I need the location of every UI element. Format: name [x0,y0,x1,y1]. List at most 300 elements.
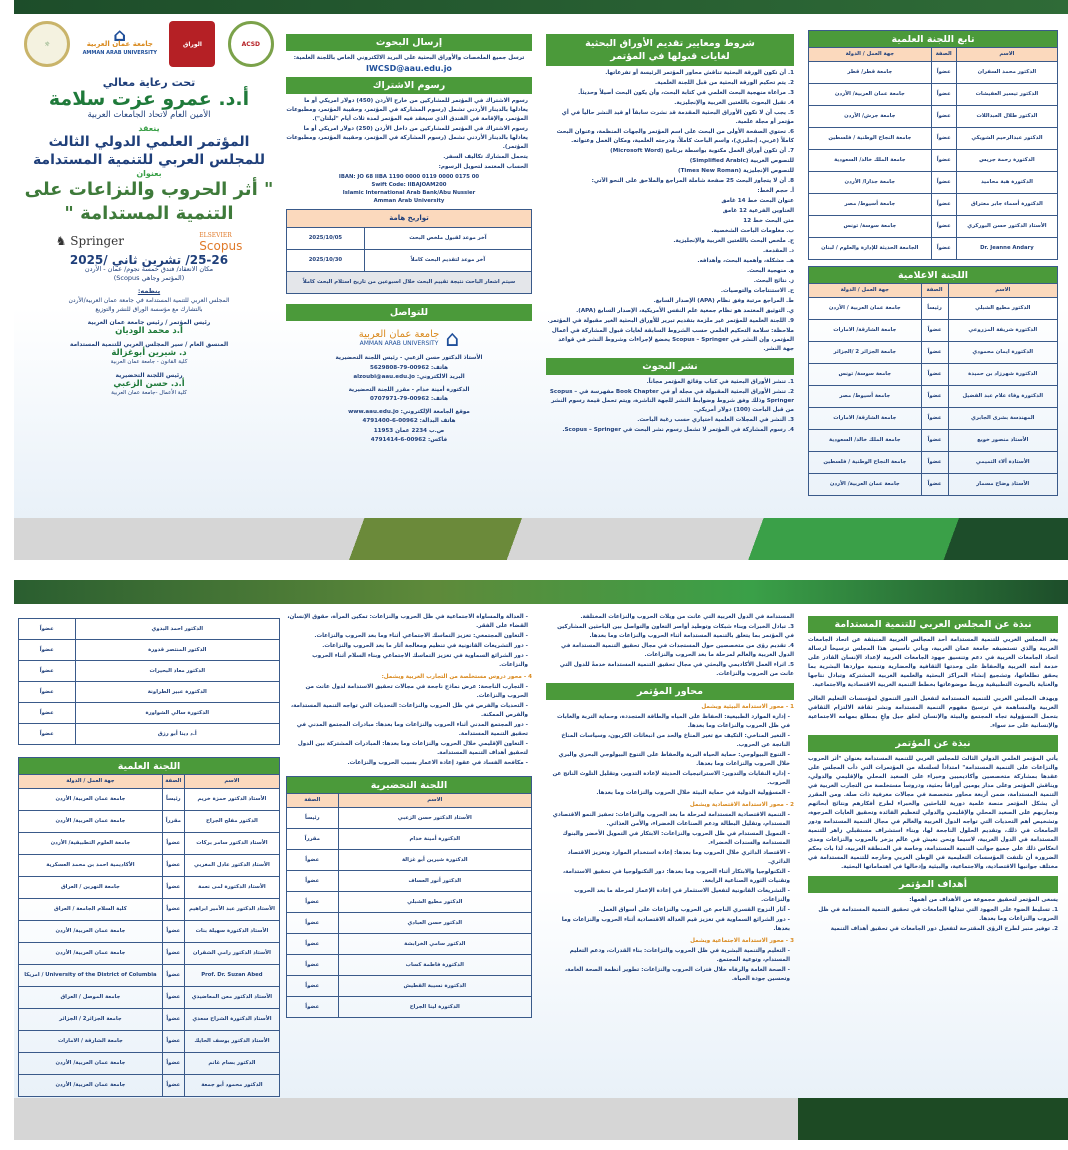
table-cell: جامعة أسيوط/ مصر [809,194,932,216]
account-name: Amman Arab University [373,198,445,204]
table-row [19,1009,280,1031]
table-row [809,364,1058,386]
table-cell: عضواً [921,364,948,386]
table-cell: جامعة أسيوط/ مصر [809,386,922,408]
list-item: 1. تنشر الأوراق البحثية في كتاب وقائع المؤتمر مجاناً. [646,379,794,385]
contact-fax: فاكس: 00962-6-4791414 [370,437,448,443]
table-cell: عضواً [921,452,948,474]
table-cell: عضواً [162,987,184,1009]
criteria-header-line2: لغايات قبولها في المؤتمر [610,51,730,62]
table-cell: عضواً [162,1075,184,1097]
scientific-committee-panel [18,618,280,1098]
list-item: - التعليم والتنمية البشرية في ظل الحروب والنزاعات: بناء القدرات، ودعم التعليم المستدام، وتوعية المجتمع. [569,948,790,963]
table-cell: جامعة عمان العربية / الأردن [809,298,922,320]
about-council-text: يعد المجلس العربي للتنمية المستدامة أحد المجالس العربية المنبثقة عن اتحاد الجامعات العربية والذي تستضيفه جامعة عمان العربية، ويأتي تأسيس هذا المجلس ترسيخاً لرسالة اتحاد الجامعات العربية في دعم وتنسيق جهود الجامعات العربية لإعداد الإنسان القادر على خدمة أمته العربية والحفاظ على وحدتها الثقافية والحضارية وتنمية مواردها البشرية بما يحقق تطلعاتها، وتشجيع إنشاء المراكز البحثية والعلمية العربية المشتركة وتبادل نتاجها والعناية بالبحوث التطبيقية وربط موضوعاتها بخطط التنمية العربية الاقتصادية والاجتماعية. [808,637,1058,688]
fee-item: رسوم الاشتراك في المؤتمر للمشاركين من داخل الأردن (250) دولار امريكي أو ما يعادلها بالدينار الأردني تشمل (رسوم المشاركة في المؤتمر، وحقيبة المؤتمر، ومطبوعات المؤتمر). [286,126,528,150]
list-item: - آثار النزوح القسري الناجم عن الحروب والنزاعات على أسواق العمل. [598,907,790,913]
table-cell: عضواً [921,430,948,452]
table-row [19,965,280,987]
table-cell: الدكتورة عبير الطراونة [75,682,279,703]
table-cell: الأستاذ الدكتور معن المعاضيدي [184,987,279,1009]
table-cell: رئيساً [287,808,339,829]
table-row [809,62,1058,84]
prep-chair-name: أ.د. حسن الزعبي [113,379,185,389]
list-item: ز. نتائج البحث. [753,278,794,284]
table-cell: الدكتورة لينا الجراح [338,997,531,1018]
table-cell: جامعة العلوم التطبيقية/ الأردن [19,833,163,855]
submission-text: ترسل جميع الملخصات والأوراق البحثية على البريد الالكتروني الخاص باللجنة العلمية: [293,55,525,61]
table-title: تابع اللجنة العلمية [809,31,1058,48]
scientific-committee-continued-table [808,30,1058,260]
table-row [19,682,280,703]
table-title-row [809,267,1058,284]
about-conference-header: نبذة عن المؤتمر [808,735,1058,752]
publishing-header: نشر البحوث [546,358,794,375]
contact-po-box: ص.ب 2234 عمان 11953 [373,427,445,434]
brochure-outer-side [14,0,1068,560]
list-item: - الاقتصاد الدائري خلال الحروب وما بعدها: إعادة استخدام الموارد وتعزيز الاقتصاد الدائري. [567,850,790,865]
table-row [809,474,1058,496]
table-header-row [809,48,1058,62]
table-cell: كلية السلام الجامعة / العراق [19,899,163,921]
table-cell: University of the District of Columbia / امريكا [19,965,163,987]
aau-name-ar: جامعة عمان العربية [358,329,440,340]
scopus-label: Scopus [199,239,243,253]
table-title-row [287,777,532,794]
table-cell: الدكتورة أسماء جابر معتراق [956,194,1057,216]
aau-emblem-icon: ⌂ [445,326,460,352]
submission-email[interactable]: IWCSD@aau.edu.jo [366,64,452,73]
axis1-items [546,713,794,798]
table-cell: جامعة عمان العربية/ الأردن [19,811,163,833]
date-label: آخر موعد لتقديم البحث كاملاً [364,250,531,272]
contact-line: الدكتورة أمينة خدام - مقرر اللجنة التحضيرية [348,386,470,393]
list-item: - التنمية الاقتصادية المستدامة لمرحلة ما بعد الحروب والنزاعات: تحفيز النمو الاقتصادي المستدام، وتقليل البطالة ودعم الصناعات الخضراء، والأمن الغذائي. [552,812,790,827]
venue: مكان الانعقاد/ فندق خمسة نجوم/ عمان - الأردن [84,265,214,273]
table-cell: الدكتور حسن العبادي [338,913,531,934]
table-cell: عضواً [931,128,956,150]
table-row [287,850,532,871]
table-cell: جامعة عمان العربية/ الأردن [19,943,163,965]
warraq-label: الوراق [182,40,202,48]
list-item: 4. تقديم رؤى من متخصصين حول المستجدات في مجال تحقيق التنمية المستدامة في الدول العربية والعالم لمرحلة ما بعد الحروب والنزاعات. [561,643,794,658]
list-item: 7. أن تكون أوراق العمل مكتوبة بواسطة برنامج (Microsoft Word) [610,148,794,154]
table-cell: الأستاذ الدكتور حمزة خريم [184,789,279,811]
scopus-logo [199,231,242,251]
list-item: 5. اثراء العمل الأكاديمي والبحثي في مجال تحقيق التنمية المستدامة خدمةً للدول التي عانت من الحروب والنزاعات. [559,662,794,677]
committees-panel [808,30,1058,530]
table-cell: الدكتورة سالي الشواورة [75,703,279,724]
column-header: جهة العمل / الدولة [809,48,932,62]
contact-website[interactable]: موقع الجامعة الإلكتروني: www.aau.edu.jo [348,408,470,415]
table-cell: الدكتورة شريفة المزروعي [948,320,1057,342]
table-row [19,811,280,833]
table-cell: الدكتورة نسيبة القطيش [338,976,531,997]
table-cell: عضواً [287,892,339,913]
table-cell: الدكتور مطيع الشبلي [948,298,1057,320]
table-row [809,386,1058,408]
list-item: للنصوص العربية (Simplified Arabic) [689,158,794,164]
table-cell: عضواً [162,943,184,965]
table-cell: مقرراً [162,811,184,833]
table-cell: عضواً [931,172,956,194]
table-cell: الأستاذ وضاح مسمار [948,474,1057,496]
list-item: - التعاون المجتمعي: تعزيز التماسك الاجتماعي أثناء وما بعد الحروب والنزاعات. [314,633,528,639]
list-item: - دور المجتمع المدني أثناء الحروب والنزاعات وما بعدها: مبادرات المجتمع المدني في تحقيق التنمية المستدامة. [296,722,528,737]
table-row [287,228,532,250]
table-cell: عضواً [162,1053,184,1075]
table-cell: الدكتور مفلح الجراح [184,811,279,833]
table-cell: عضواً [931,62,956,84]
media-committee-table [808,266,1058,496]
goals-header: أهداف المؤتمر [808,876,1058,893]
table-cell: جامعة الجزائر2 / الجزائر [19,1009,163,1031]
column-header: الصفة [162,775,184,789]
bottom-band [14,1098,1068,1140]
table-cell: الأستاذ الدكتور حسن البوركري [956,216,1057,238]
list-item: - التنوع البيولوجي: حماية الحياة البرية والحفاظ على التنوع البيولوجي البحري والبري خلال الحروب والنزاعات وما بعدها. [558,752,790,767]
table-cell: عضواً [162,833,184,855]
axes-header: محاور المؤتمر [546,683,794,700]
table-cell: عضواً [921,386,948,408]
conference-title-line2: التنمية المستدامة " [64,203,234,224]
table-row [809,408,1058,430]
table-cell: الدكتور أنور العساف [338,871,531,892]
table-cell: الدكتورة هبة محاميد [956,172,1057,194]
axis3-title: 3 - محور الاستدامة الاجتماعية ويشمل [690,938,794,944]
list-item: - التحديات والفرص في ظل الحروب والنزاعات: التحديات التي تواجه التنمية المستدامة، والفرص الممكنة. [291,703,528,718]
table-cell: عضواً [162,1009,184,1031]
list-item: و. منهجية البحث. [746,268,794,274]
column-header: الصفة [931,48,956,62]
table-cell: عضواً [287,976,339,997]
patron-title: الأمين العام لاتحاد الجامعات العربية [87,110,211,120]
table-cell: جامعة عمان العربية/ الأردن [19,1075,163,1097]
table-cell: عضواً [162,965,184,987]
table-cell: Prof. Dr. Suzan Abed [184,965,279,987]
list-item: - التكنولوجيا والابتكار أثناء الحروب وما بعدها: دور التكنولوجيا في تحقيق الاستدامة، وتقنيات الثورة الصناعية الرابعة. [563,869,790,884]
list-item: 1. أن تكون الورقة البحثية تناقش محاور المؤتمر الرئيسة أو تفرعاتها. [605,70,794,76]
iban: IBAN: JO 68 IIBA 1190 0000 0119 0000 0175 00 [338,174,480,180]
table-cell: جامعة جرش/ الأردن [809,106,932,128]
springer-horse-icon: ♞ [55,233,67,248]
table-row [809,342,1058,364]
list-item: ح. الاستنتاجات والتوصيات. [720,288,794,294]
patron-name: أ.د. عمرو عزت سلامة [48,88,250,110]
table-row [19,1053,280,1075]
column-header: الاسم [956,48,1057,62]
table-cell: عضواً [19,619,76,640]
table-row [809,452,1058,474]
conference-date: 25-26/ تشرين ثاني /2025 [69,253,229,267]
table-cell: جامعة قطر/ قطر [809,62,932,84]
about-council-goal: ويهدف المجلس العربي للتنمية المستدامة لتفعيل الدور التنموي لمؤسسات التعليم العالي العربية والمساهمة في ترسيخ مفهوم التنمية المستدامة ونشر ثقافة الالتزام الثقافي بتحمل المسؤولية تجاه المجتمع والبيئة والإنسان لخلق جيل واعٍ بمطلع بمهامه الاجتماعية والإنسانية على حد سواء. [808,696,1058,729]
table-cell: عضواً [921,474,948,496]
patronage-text: تحت رعاية معالي [102,76,196,89]
brochure-inner-side [14,580,1068,1140]
table-row [809,106,1058,128]
table-row [19,789,280,811]
table-cell: عضواً [19,703,76,724]
table-cell: عضواً [162,877,184,899]
table-row [809,320,1058,342]
table-title-row [19,758,280,775]
table-row [19,921,280,943]
axes-panel [546,612,794,1100]
table-cell: عضواً [162,899,184,921]
table-cell: الدكتور تيسير العفيشات [956,84,1057,106]
chair-name: أ.د محمد الوديان [115,326,183,336]
list-item: - دور الشرائع السماوية في تعزيز التماسك الاجتماعي وبناء السلام أثناء الحروب والنزاعات. [312,653,528,668]
swift-code: Swift Code: IIBAJOAM200 [371,182,447,188]
table-cell: عضواً [287,955,339,976]
list-item: ب. معلومات الباحث الشخصية. [711,228,794,234]
table-cell: الجامعة الحديثة للإدارة والعلوم / لبنان [809,238,932,260]
table-cell: الأستاذ الدكتورة الشراح سعدي [184,1009,279,1031]
list-item: - دور التشريعات القانونية في تنظيم ومعالجة آثار ما بعد الحروب والنزاعات. [322,643,528,649]
table-header-row [809,284,1058,298]
axis2-title: 2 - محور الاستدامة الاقتصادية ويشمل [689,802,794,808]
list-item: 2. يتم تحكيم الورقة البحثية من قبل اللجنة العلمية. [655,80,794,86]
prep-chair-title: رئيس اللجنة التحضيرية [115,372,183,379]
table-row [287,892,532,913]
aau-name-en: AMMAN ARAB UNIVERSITY [359,340,439,347]
table-cell: جامعة النجاح الوطنية / فلسطين [809,452,922,474]
coordinator-title: المنسق العام / سير المجلس العربي للتنمية المستدامة [69,341,229,348]
table-cell: عضواً [931,194,956,216]
criteria-header [546,34,794,66]
fee-item: يتحمل المشارك تكاليف السفر. [443,154,528,160]
table-row [809,128,1058,150]
axis3-items-cont [286,613,532,670]
table-header-row [287,794,532,808]
contact-header: للتواصل [286,304,532,321]
table-row [809,216,1058,238]
date-value: 2025/10/05 [287,228,365,250]
table-row [287,913,532,934]
table-cell: الدكتور معاذ البحيرات [75,661,279,682]
contact-phone: هاتف البدالة: 00962-6-4791400 [362,418,456,424]
list-item: 6. تحتوي الصفحة الأولى من البحث على اسم المؤتمر والجهات المنظمة، وعنوان البحث كاملاً (عربي، إنجليزي)، واسم الباحث كاملاً، ودرجته العلمية، ومكان العمل وعنوانه. [556,129,794,144]
table-row [19,724,280,745]
scientific-committee-extra-table [18,618,280,745]
table-title-row [809,31,1058,48]
preparatory-committee-table [286,776,532,1018]
table-cell: جامعة عمان العربية/ الأردن [809,474,922,496]
table-cell: الدكتور بسام غانم [184,1053,279,1075]
about-panel [808,612,1058,1100]
list-item: - التغير المناخي: التكيف مع تغير المناخ والحد من انبعاثات الكربون، وسياسات المناخ الناتجة عن الحروب. [561,733,790,748]
publishing-list [546,378,794,435]
table-cell: جامعة عمان العربية/ الأردن [19,921,163,943]
list-item: ملاحظة: سلامة التحكيم العلمي حسب الشروط السابقة لغايات قبول المشاركة في أعمال المؤتمر، وإن النشر في Scopus – Springer يخضع لإجراءات وشروط النشر في قواعد جهة النشر. [551,328,794,352]
scientific-committee-table [18,757,280,1097]
table-cell: الأستاذ الدكتور عبد الأمير ابراهيم [184,899,279,921]
goal-item: 1. تسليط الضوء على الجهود التي تبذلها الجامعات في تحقيق التنمية المستدامة في ظل الحروب والنزاعات وما بعدها. [818,907,1058,922]
table-row [809,84,1058,106]
list-item: - المسؤولية الدولية في حماية البيئة خلال الحروب والنزاعات وما بعدها. [596,790,790,796]
about-conference-text: يأتي المؤتمر العلمي الدولي الثالث للمجلس العربي للتنمية المستدامة بعنوان "أثر الحروب والنزاعات على التنمية المستدامة" امتداداً لسلسلة من المؤتمرات التي دأب المجلس على عقدها بمشاركة متخصصين وأكاديميين وخبراء على الصعيد المحلي والإقليمي والدولي، ويناقش المؤتمر وعلى مدار يومين أوراقاً بحثية، ودروساً مستخلصة من التجارب العربية في التنمية المستدامة، ضمن أربعة محاور متخصصة في مجالات معرفية ذات صلة. ومن المقرر أن يشكل المؤتمر منصة علمية دورية للباحثين والخبراء لطرح أفكارهم ونتائج أبحاثهم وتجاربهم على الصعيد المحلي والإقليمي والدولي لتعظيم الفائدة وتحقيق الغايات المرجوة، وتشخيص أهم التحديات التي تواجه الدول العربية والعالم في مجال التنمية المستدامة ودور الجامعات في ذلك، وتقديم الحلول الناجحة لها، وبناء استشراف مستقبلي زاهر للتنمية المستدامة في الدول العربية، لاسيما ونحن نعيش في عالم يزخر بالحروب والنزاعات ومدى انعكاس ذلك على جميع جوانب التنمية المستدامة، وخاصة في المنطقة العربية، لذا بات بحكم الضرورة أن تلتفت المؤسسات التعليمية في الوطن العربي وخارجه للتنمية المستدامة في مختلف جوانبها الاقتصادية، والاجتماعية، والبيئية وإدخالها في اهتماماتها البحثية. [808,756,1058,870]
column-header: الاسم [948,284,1057,298]
date-label: آخر موعد لقبول ملخص البحث [364,228,531,250]
table-cell: جامعة الموصل / العراق [19,987,163,1009]
table-title: اللجنة التحضيرية [287,777,532,794]
table-cell: الدكتور المنتصر قدورة [75,640,279,661]
dates-header: تواريخ هامة [287,210,532,228]
contact-line: الأستاذ الدكتور حسن الزعبي - رئيس اللجنة التحضيرية [335,355,483,361]
table-row [287,829,532,850]
list-item: - التجارب الناجحة: عرض نماذج ناجحة في مجالات تحقيق الاستدامة لدول عانت من الحروب والنزاعات. [305,684,528,699]
table-row [19,833,280,855]
list-item: 8. أن لا يتجاوز البحث 25 صفحة شاملة المراجع والملاحق على النحو الآتي: [591,178,794,184]
table-cell: عضواً [162,1031,184,1053]
table-cell: جامعة النجاح الوطنية / فلسطين [809,128,932,150]
table-row [287,871,532,892]
table-cell: عضواً [931,84,956,106]
table-cell: عضواً [931,106,956,128]
table-row [809,430,1058,452]
list-item: - العدالة والمساواة الاجتماعية في ظل الحروب والنزاعات: تمكين المرأة، حقوق الإنسان، القضاء على الفقر. [287,614,528,629]
scopus-note: (المؤتمر وجاهي Scopus) [113,274,185,282]
fee-item: رسوم الاشتراك في المؤتمر للمشاركين من خارج الأردن (450) دولار امريكي أو ما يعادلها بالدينار الأردني تشمل (رسوم المشاركة في المؤتمر، وحقيبة المؤتمر، ومطبوعات المؤتمر، والإقامة في الفندق الذي سيعقد فيه المؤتمر لمدة ثلاث أيام "ليلتان"). [286,98,528,122]
list-item: للنصوص الإنجليزية (Times New Roman) [678,168,794,174]
table-cell: جامعة الملك خالد/ السعودية [809,430,922,452]
list-item: - التمويل المستدام في ظل الحروب والنزاعات: الابتكار في التمويل الأخضر والبنوك المستدامة والسندات الخضراء. [562,831,790,846]
fees-header: رسوم الاشتراك [286,77,532,94]
table-cell: عضواً [921,408,948,430]
list-item: - إدارة الموارد الطبيعية: الحفاظ على المياه والطاقة المتجددة، وحماية التربة والغابات في ظل الحروب والنزاعات وما بعدها. [557,714,790,729]
table-row [287,808,532,829]
list-item: - مكافحة الفساد في عقود إعادة الاعمار بسبب الحروب والنزاعات. [347,760,528,766]
table-cell: الأستاذ الدكتور سامر بركات [184,833,279,855]
table-row [19,640,280,661]
table-row [19,661,280,682]
list-item: العناوين الفرعية 12 غامق [722,208,794,214]
table-header-row [19,775,280,789]
table-row [809,150,1058,172]
table-cell: عضواً [921,342,948,364]
table-cell: الدكتور عبدالرحيم الشويكي [956,128,1057,150]
table-cell: مقرراً [287,829,339,850]
table-cell: عضواً [162,921,184,943]
table-cell: جامعة الملك خالد/ السعودية [809,150,932,172]
table-row [19,1075,280,1097]
table-row [19,1031,280,1053]
table-cell: الدكتور مطيع الشبلي [338,892,531,913]
list-item: - إدارة النفايات والتدوير: الاستراتيجيات الحديثة لإعادة التدوير، وتقليل التلوث الناتج عن الحروب. [552,771,790,786]
table-cell: الدكتور محمود أبو جمعة [184,1075,279,1097]
column-header: الصفة [921,284,948,298]
list-item: 2. تنشر الأوراق البحثية المقبولة في مجلة أو في Book Chapter مفهرسة في Scopus – Springer وذلك وفق شروط وضوابط النشر للجهة الناشرة، ويتم تحمل قيمة رسوم النشر من قبل الباحث (100) دولار أمريكي. [549,389,794,413]
table-cell: جامعة الشارقة / الامارات [19,1031,163,1053]
about-council-header: نبذة عن المجلس العربي للتنمية المستدامة [808,616,1058,633]
table-cell: Dr. Jeanne Andary [956,238,1057,260]
springer-logo [55,233,124,248]
table-row [287,997,532,1018]
table-cell: عضواً [921,320,948,342]
criteria-panel [546,30,794,530]
submission-header: إرسال البحوث [286,34,532,51]
list-item: 4. رسوم المشاركة في المؤتمر لا تشمل رسوم نشر البحث في Scopus – Springer. [562,427,794,433]
contact-phone: هاتف: 00962-79-0707971 [369,396,449,402]
elsevier-label: ELSEVIER [199,232,232,239]
table-cell: عضواً [19,640,76,661]
logo-row [18,14,280,74]
column-header: الصفة [287,794,339,808]
contact-email[interactable]: البريد الالكتروني: alzoubi@aau.edu.jo [353,374,465,380]
table-cell: الدكتور احمد البدوي [75,619,279,640]
coordinator-name: د. شيرين أبوغزالة [111,348,187,358]
top-green-band [14,580,1068,604]
table-cell: عضواً [287,871,339,892]
conference-title-line1: " أثر الحروب والنزاعات على [24,179,274,200]
table-cell: عضواً [19,661,76,682]
organized-by-label: ينظمه: [137,287,161,295]
list-item: أ. حجم الخط: [757,188,794,194]
criteria-list [546,69,794,354]
table-cell: عضواً [19,682,76,703]
list-item: 9. اللجنة العلمية للمؤتمر غير ملزمة بتقديم تبرير للأوراق البحثية الغير مقبولة في المؤتمر. [547,318,794,324]
column-header: جهة العمل / الدولة [809,284,922,298]
list-item: 5. يجب أن لا تكون الأوراق البحثية المقدمة قد نشرت سابقاً أو قيد النشر حالياً في أي مؤتمر أو مجلة علمية. [561,110,794,125]
springer-label: Springer [70,233,124,248]
titled-label: بعنوان [136,169,162,178]
table-cell: عضواً [19,724,76,745]
table-cell: عضواً [931,216,956,238]
axes-cont-panel [286,612,532,1100]
goals-intro: يسعى المؤتمر لتحقيق مجموعة من الأهداف من أهمها: [909,897,1058,903]
list-item: د. المقدمة. [763,248,794,254]
axis3-items [546,947,794,984]
goal-item: 2. توفير منبر لطرح الرؤى المقترحة لتفعيل دور الجامعات في تحقيق أهداف التنمية [830,926,1058,932]
table-cell: الأستاذ الدكتور يوسف الحايك [184,1031,279,1053]
dates-note: سيتم اشعار الباحث نتيجة تقييم البحث خلال اسبوعين من تاريخ استلام البحث كاملاً [287,272,532,294]
arab-universities-union-logo: ☼ [24,21,70,67]
chair-title: رئيس المؤتمر / رئيس جامعة عمان العربية [87,319,211,326]
table-row [287,934,532,955]
table-cell: المهندسة بشرى الجابري [948,408,1057,430]
list-item: متن البحث خط 12 [743,218,794,224]
table-cell: أ.د دينا أبو رزق [75,724,279,745]
table-cell: الأستاذ الدكتور عادل المغربي [184,855,279,877]
list-item: ي. التوثيق المعتمد هو نظام جمعية علم النفس الأمريكية، الإصدار السابع (APA). [576,308,794,314]
table-cell: الأستاذ الدكتورة سهيلة بنات [184,921,279,943]
table-cell: الدكتور محمد السفران [956,62,1057,84]
list-item: - دور الشرائع السماوية في تعزيز قيم العدالة الاقتصادية أثناء الحروب والنزاعات وما بعدها. [561,917,790,932]
table-cell: الدكتورة رحمة جريس [956,150,1057,172]
list-item: - الصحة العامة والرفاه خلال فترات الحروب والنزاعات: تطوير أنظمة الصحة العامة، وتحسين جودة الحياة. [564,967,790,982]
table-title: اللجنة العلمية [19,758,280,775]
table-row [287,976,532,997]
table-row [809,238,1058,260]
axis4-title: 4 - محور دروس مستخلصة من التجارب العربية ويشمل: [381,674,532,680]
table-cell: الدكتورة شهرزاد بن حميدة [948,364,1057,386]
contact-aau-logo [286,324,532,354]
aau-logo-ar: جامعة عمان العربية [86,39,153,48]
table-row [19,855,280,877]
held-label: ينعقد [138,124,160,133]
table-title: اللجنة الاعلامية [809,267,1058,284]
table-cell: جامعة الجزائر 2 /الجزائر [809,342,922,364]
table-cell: عضواً [287,934,339,955]
date-value: 2025/10/30 [287,250,365,272]
acsd-logo: ACSD [228,21,274,67]
list-item: هـ. مشكلة، وأهمية البحث، وأهدافه. [697,258,794,264]
table-cell: رئيساً [921,298,948,320]
table-cell: جامعة النهرين / العراق [19,877,163,899]
table-cell: جامعة سوسة/ تونس [809,364,922,386]
table-row [809,194,1058,216]
